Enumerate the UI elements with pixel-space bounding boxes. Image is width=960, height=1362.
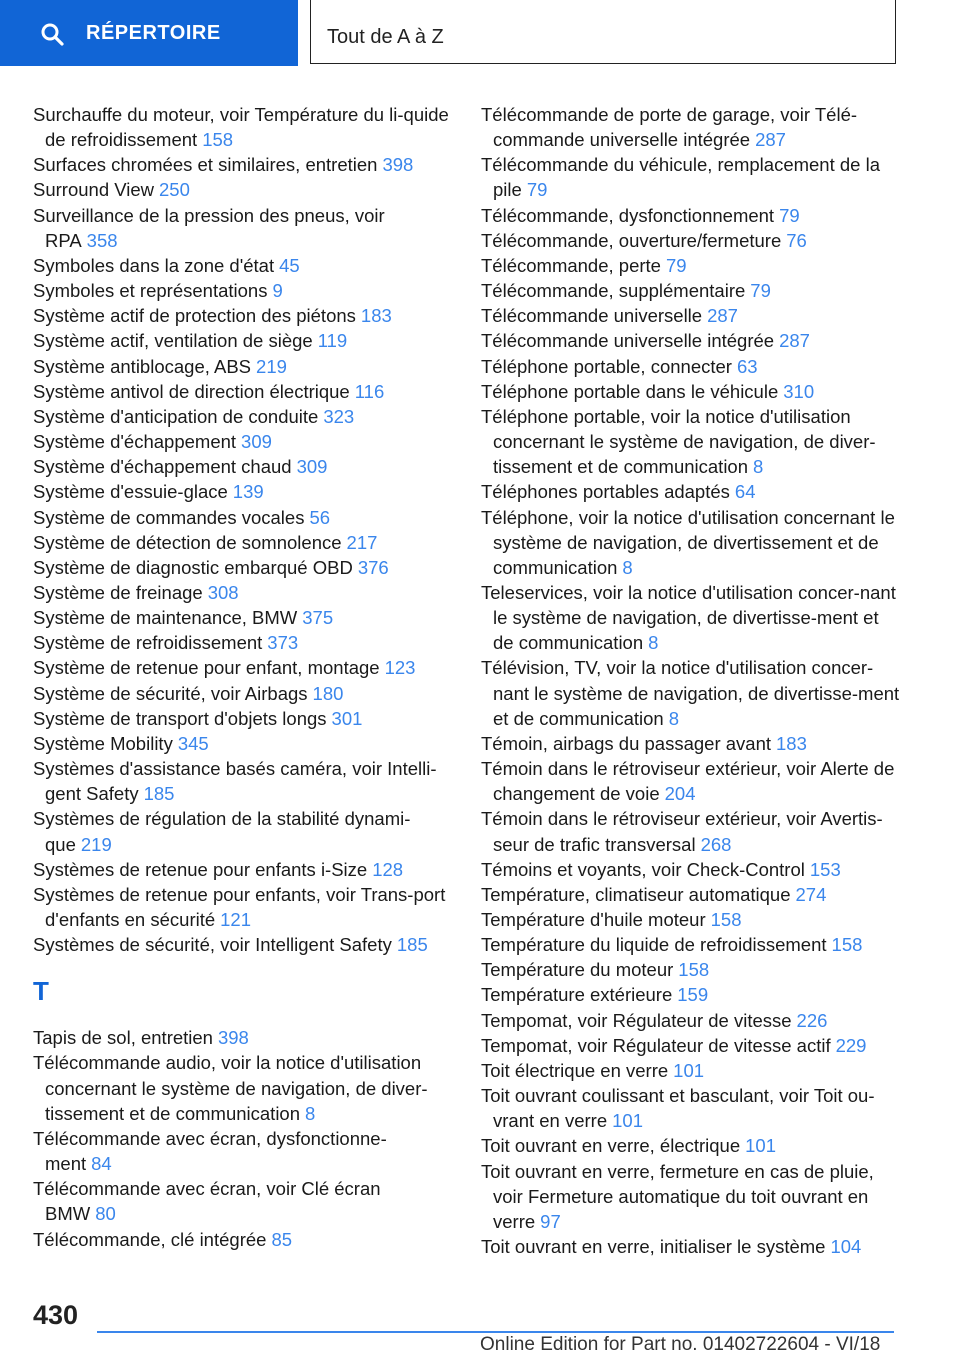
- page-link[interactable]: 79: [750, 280, 771, 302]
- index-entry: [33, 756, 453, 806]
- page-link[interactable]: 128: [372, 858, 404, 880]
- index-entry-text: Télécommande, supplémentaire: [481, 280, 746, 302]
- index-entry-text: Système d'anticipation de conduite: [33, 405, 319, 427]
- index-entry-text: Système de retenue pour enfant, montage: [33, 657, 380, 679]
- page-link[interactable]: 183: [360, 305, 392, 327]
- edition-text: Online Edition for Part no. 01402722604 - VI/18: [480, 1334, 881, 1355]
- index-entry-text: Témoin, airbags du passager avant: [481, 732, 772, 754]
- page-link[interactable]: 310: [783, 380, 815, 402]
- index-entry-text: Température du liquide de refroidissement: [481, 934, 827, 956]
- page-link[interactable]: 9: [272, 280, 283, 302]
- index-entry-text: Symboles et représentations: [33, 280, 268, 302]
- index-entry: [33, 354, 453, 379]
- index-entry: [481, 907, 901, 932]
- page-link[interactable]: 287: [707, 305, 738, 327]
- index-entry-text: Télécommande de porte de garage, voir Télé‐commande universelle intégrée: [481, 104, 858, 151]
- page-link[interactable]: 158: [202, 129, 234, 151]
- page-link[interactable]: 158: [678, 959, 710, 981]
- page-link[interactable]: 308: [207, 581, 239, 603]
- index-entry: [481, 882, 901, 907]
- index-entry-text: Système d'échappement: [33, 431, 237, 453]
- index-entry-text: Toit ouvrant en verre, électrique: [481, 1135, 741, 1157]
- index-entry: [481, 731, 901, 756]
- index-entry: [33, 580, 453, 605]
- index-entry-text: Systèmes de sécurité, voir Intelligent Safety: [33, 934, 392, 956]
- page-link[interactable]: 323: [323, 405, 355, 427]
- index-entry: [481, 278, 901, 303]
- index-entry-text: Télécommande, clé intégrée: [33, 1228, 267, 1250]
- index-entry-text: Système antiblocage, ABS: [33, 355, 252, 377]
- index-entry-text: Tempomat, voir Régulateur de vitesse actif: [481, 1034, 831, 1056]
- index-entry: [33, 1025, 453, 1050]
- index-entry-text: Tempomat, voir Régulateur de vitesse: [481, 1009, 792, 1031]
- page-link[interactable]: 268: [700, 833, 732, 855]
- index-entry: [33, 177, 453, 202]
- index-entry: [33, 505, 453, 530]
- index-entry-text: Télécommande du véhicule, remplacement de la pile: [481, 154, 880, 201]
- index-entry-text: Témoins et voyants, voir Check-Control: [481, 858, 805, 880]
- index-entry-text: Système antivol de direction électrique: [33, 380, 350, 402]
- page-link[interactable]: 309: [241, 431, 272, 453]
- index-entry: [481, 479, 901, 504]
- index-entry-text: Télécommande universelle: [481, 305, 703, 327]
- index-entry-text: Système de maintenance, BMW: [33, 607, 298, 629]
- page-link[interactable]: 226: [796, 1009, 828, 1031]
- header: [0, 0, 960, 66]
- page-link[interactable]: 76: [786, 229, 807, 251]
- page-link[interactable]: 274: [795, 883, 827, 905]
- index-entry-text: Système de sécurité, voir Airbags: [33, 682, 308, 704]
- page-link[interactable]: 101: [673, 1059, 705, 1081]
- page-link[interactable]: 287: [755, 129, 786, 151]
- index-entry: [33, 379, 453, 404]
- page-link[interactable]: 287: [779, 330, 810, 352]
- index-entry-text: Surround View: [33, 179, 155, 201]
- index-entry-text: Système de commandes vocales: [33, 506, 305, 528]
- index-entry-text: Témoin dans le rétroviseur extérieur, voir Alerte de changement de voie: [481, 758, 895, 805]
- index-entry: [33, 203, 453, 253]
- page-link[interactable]: 358: [86, 229, 118, 251]
- footer-divider: [97, 1331, 894, 1333]
- page-link[interactable]: 104: [830, 1236, 862, 1258]
- index-entry-text: Toit électrique en verre: [481, 1059, 669, 1081]
- index-entry-text: Systèmes d'assistance basés caméra, voir Intelli‐gent Safety: [33, 758, 437, 805]
- index-entry-text: Toit ouvrant coulissant et basculant, voir Toit ou‐vrant en verre: [481, 1085, 875, 1132]
- index-entry: [33, 806, 453, 856]
- index-entry: [33, 1126, 453, 1176]
- index-entry: [33, 1227, 453, 1252]
- index-entry-text: Toit ouvrant en verre, initialiser le système: [481, 1236, 826, 1258]
- page-link[interactable]: 64: [734, 481, 756, 503]
- index-entry: [33, 152, 453, 177]
- page-link[interactable]: 398: [217, 1027, 249, 1049]
- index-entry-text: Téléphones portables adaptés: [481, 481, 730, 503]
- page-link[interactable]: 153: [809, 858, 841, 880]
- index-entry: [33, 706, 453, 731]
- page-link[interactable]: 121: [220, 909, 252, 930]
- page-link[interactable]: 97: [540, 1210, 561, 1232]
- page-link[interactable]: 375: [302, 607, 334, 629]
- page-link[interactable]: 101: [745, 1135, 777, 1157]
- index-entry-text: Surchauffe du moteur, voir Température du li‐quide de refroidissement: [33, 104, 449, 151]
- tab-directory[interactable]: [0, 0, 298, 66]
- index-entry: [481, 857, 901, 882]
- index-entry-text: Télévision, TV, voir la notice d'utilisation concer‐nant le système de navigation, de divertisse‐ment et de communication: [481, 657, 900, 729]
- page-link[interactable]: 309: [296, 456, 328, 478]
- index-entry-text: Système de refroidissement: [33, 632, 263, 654]
- page-link[interactable]: 345: [177, 732, 209, 754]
- index-entry: [481, 303, 901, 328]
- index-entry-text: Télécommande, perte: [481, 254, 661, 276]
- index-entry-text: Téléphone, voir la notice d'utilisation concernant le système de navigation, de divertissement et de communication: [481, 506, 895, 578]
- index-entry: [33, 404, 453, 429]
- index-entry: [481, 505, 901, 580]
- page-link[interactable]: 373: [267, 632, 299, 654]
- index-entry: [33, 530, 453, 555]
- index-entry-text: Télécommande audio, voir la notice d'utilisation concernant le système de navigation, de diver‐tissement et de communication: [33, 1052, 428, 1124]
- index-entry-text: Système de détection de somnolence: [33, 531, 342, 553]
- page-link[interactable]: 8: [668, 707, 679, 729]
- index-entry: [481, 203, 901, 228]
- page-link[interactable]: 250: [159, 179, 190, 201]
- index-entry: [33, 857, 453, 882]
- tab-a-to-z-label: Tout de A à Z: [327, 26, 444, 48]
- page-link[interactable]: 229: [835, 1034, 867, 1056]
- tab-a-to-z[interactable]: [310, 0, 896, 64]
- page-link[interactable]: 159: [677, 984, 709, 1006]
- page-link[interactable]: 301: [331, 707, 363, 729]
- page-link[interactable]: 8: [622, 556, 633, 578]
- page-link[interactable]: 219: [256, 355, 287, 377]
- index-entry: [481, 932, 901, 957]
- page-link[interactable]: 219: [80, 833, 112, 855]
- index-entry: [33, 655, 453, 680]
- index-entry: [33, 681, 453, 706]
- index-entry: [481, 379, 901, 404]
- page-link[interactable]: 79: [526, 179, 548, 201]
- page-link[interactable]: 84: [91, 1153, 112, 1175]
- index-entry: [481, 1033, 901, 1058]
- index-entry-text: Teleservices, voir la notice d'utilisation concer‐nant le système de navigation, de divertisse‐ment et de communication: [481, 581, 896, 654]
- index-entry-text: Surveillance de la pression des pneus, voir RPA: [33, 204, 385, 251]
- index-entry: [481, 1159, 901, 1234]
- search-icon: [40, 22, 64, 46]
- index-entry-text: Télécommande avec écran, voir Clé écran BMW: [33, 1178, 381, 1225]
- index-entry: [33, 278, 453, 303]
- index-entry-text: Température du moteur: [481, 959, 674, 981]
- index-entry-text: Tapis de sol, entretien: [33, 1027, 213, 1049]
- index-entry: [33, 1176, 453, 1226]
- index-entry-text: Téléphone portable, voir la notice d'utilisation concernant le système de navigation, de diver‐tissement et de communication: [481, 405, 876, 478]
- index-entry: [33, 932, 453, 957]
- index-entry: [33, 253, 453, 278]
- index-entry: [33, 479, 453, 504]
- index-entry-text: Toit ouvrant en verre, fermeture en cas de pluie, voir Fermeture automatique du toit ouvrant en verre: [481, 1160, 874, 1232]
- index-entry-text: Système Mobility: [33, 732, 173, 754]
- page-link[interactable]: 101: [612, 1110, 644, 1132]
- index-entry: [33, 429, 453, 454]
- page-link[interactable]: 123: [384, 657, 416, 679]
- page-link[interactable]: 116: [354, 380, 385, 402]
- index-entry: [33, 731, 453, 756]
- index-entry: [33, 630, 453, 655]
- index-entry: [33, 1050, 453, 1125]
- index-entry-text: Température extérieure: [481, 984, 673, 1006]
- page-link[interactable]: 217: [346, 531, 378, 553]
- index-entry: [33, 102, 453, 152]
- index-entry-text: Systèmes de retenue pour enfants, voir Trans‐port d'enfants en sécurité: [33, 883, 446, 930]
- index-entry: [33, 555, 453, 580]
- page-link[interactable]: 79: [665, 254, 687, 276]
- index-entry: [481, 1234, 901, 1259]
- page-link[interactable]: 8: [305, 1102, 316, 1124]
- index-entry: [33, 303, 453, 328]
- index-entry: [481, 1133, 901, 1158]
- index-entry-text: Système d'essuie-glace: [33, 481, 228, 503]
- page-number: 430: [33, 1300, 79, 1330]
- page-link[interactable]: 45: [279, 254, 300, 276]
- index-entry: [481, 152, 901, 202]
- index-entry: [481, 580, 901, 655]
- index-entry-text: Témoin dans le rétroviseur extérieur, voir Avertis‐seur de trafic transversal: [481, 808, 883, 855]
- index-entry: [481, 253, 901, 278]
- page-link[interactable]: 63: [736, 355, 758, 377]
- page-link[interactable]: 79: [779, 204, 800, 226]
- index-column-left: [33, 102, 453, 1252]
- index-entry: [481, 1058, 901, 1083]
- index-entry: [33, 328, 453, 353]
- index-entry: [33, 882, 453, 932]
- index-entry-text: Télécommande, dysfonctionnement: [481, 204, 775, 226]
- page-link[interactable]: 8: [753, 456, 764, 478]
- page-link[interactable]: 119: [317, 330, 348, 352]
- section-letter: T: [33, 976, 49, 1007]
- page-link[interactable]: 80: [95, 1203, 116, 1225]
- index-entry: [33, 454, 453, 479]
- page-link[interactable]: 180: [312, 682, 344, 704]
- index-entry: [481, 228, 901, 253]
- index-entry-text: Systèmes de retenue pour enfants i-Size: [33, 858, 368, 880]
- index-entry: [481, 354, 901, 379]
- index-entry-text: Téléphone portable dans le véhicule: [481, 380, 779, 402]
- index-entry-text: Télécommande avec écran, dysfonctionne‐ment: [33, 1127, 387, 1175]
- index-entry: [481, 756, 901, 806]
- index-entry-text: Système actif, ventilation de siège: [33, 330, 313, 352]
- page-link[interactable]: 139: [232, 481, 264, 503]
- index-entry-text: Système de diagnostic embarqué OBD: [33, 556, 353, 578]
- index-entry-text: Télécommande, ouverture/fermeture: [481, 229, 782, 251]
- index-entry-text: Symboles dans la zone d'état: [33, 254, 275, 276]
- page-link[interactable]: 398: [382, 154, 414, 176]
- index-entry: [481, 655, 901, 730]
- tab-directory-label: RÉPERTOIRE: [86, 22, 221, 44]
- index-entry-text: Téléphone portable, connecter: [481, 355, 732, 377]
- page-link[interactable]: 158: [710, 909, 742, 930]
- index-entry: [481, 328, 901, 353]
- index-entry-text: Télécommande universelle intégrée: [481, 330, 775, 352]
- index-entry: [481, 102, 901, 152]
- index-entry: [481, 1083, 901, 1133]
- index-entry: [481, 404, 901, 479]
- page-link[interactable]: 185: [396, 934, 428, 956]
- index-entry-text: Surfaces chromées et similaires, entretien: [33, 154, 378, 176]
- index-entry-text: Système actif de protection des piétons: [33, 305, 356, 327]
- index-entry-text: Système de freinage: [33, 581, 203, 603]
- page-link[interactable]: 56: [309, 506, 331, 528]
- index-entry-text: Température d'huile moteur: [481, 909, 706, 930]
- page-link[interactable]: 185: [143, 783, 175, 805]
- page-link[interactable]: 183: [776, 732, 807, 754]
- index-entry-text: Systèmes de régulation de la stabilité dynami‐que: [33, 808, 411, 855]
- page-link[interactable]: 204: [664, 783, 696, 805]
- index-column-right: [481, 102, 901, 1259]
- page-link[interactable]: 8: [648, 632, 659, 654]
- index-entry: [481, 806, 901, 856]
- index-entry: [481, 1008, 901, 1033]
- page-link[interactable]: 376: [357, 556, 389, 578]
- index-entry: [33, 605, 453, 630]
- page-link[interactable]: 158: [831, 934, 863, 956]
- index-entry: [481, 982, 901, 1007]
- index-entry-text: Système de transport d'objets longs: [33, 707, 327, 729]
- page-link[interactable]: 85: [271, 1228, 293, 1250]
- index-entry: [481, 957, 901, 982]
- index-entry-text: Système d'échappement chaud: [33, 456, 292, 478]
- index-entry-text: Température, climatiseur automatique: [481, 883, 791, 905]
